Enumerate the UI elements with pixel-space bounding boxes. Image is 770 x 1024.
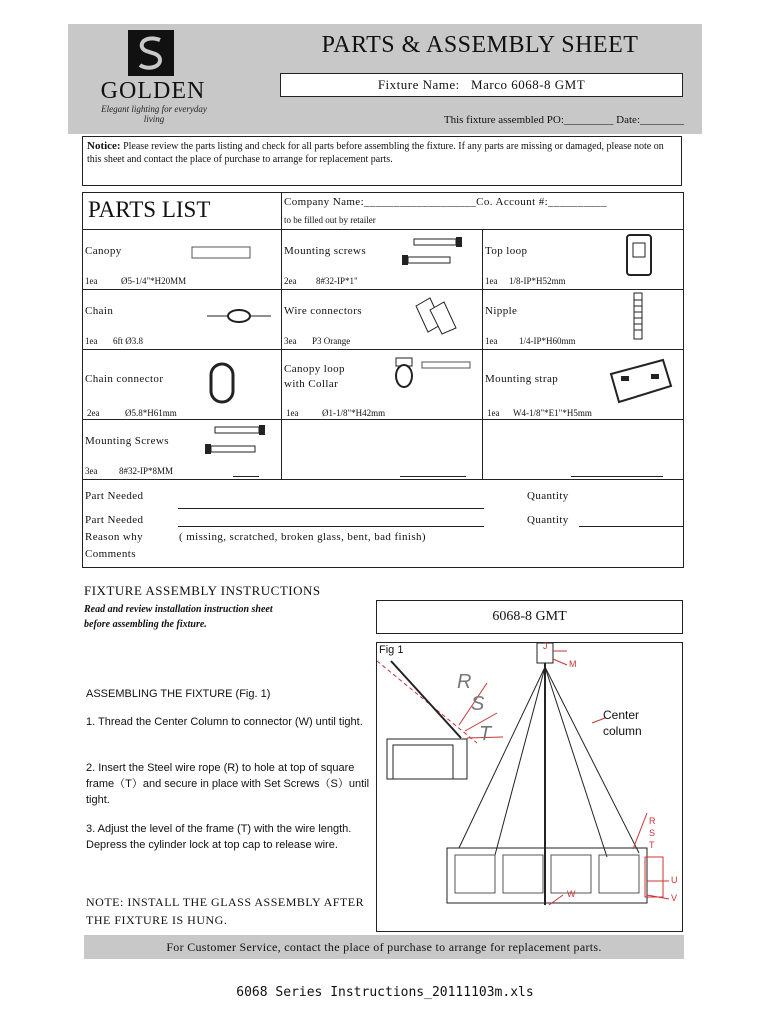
logo-tagline: Elegant lighting for everyday living <box>101 104 207 124</box>
part-name: Canopy loop <box>284 363 345 375</box>
customer-service-bar: For Customer Service, contact the place of purchase to arrange for replacement parts. <box>84 935 684 959</box>
step-1: 1. Thread the Center Column to connector (W) until tight. <box>86 716 363 728</box>
assembly-title: FIXTURE ASSEMBLY INSTRUCTIONS <box>84 583 321 598</box>
part-qty: 1ea <box>485 276 498 286</box>
notice-text: Please review the parts listing and check for all parts before assembling the fixture. If any parts are missing or damaged, please note on this sheet and contact the place of purchase to arrange for replacement parts. <box>87 141 664 165</box>
comments-label: Comments <box>85 548 136 560</box>
reason-why-label: Reason why <box>85 531 144 543</box>
part-name: Canopy <box>85 245 122 257</box>
part-cell-chain <box>82 289 282 350</box>
fig-letter-j: J <box>543 641 548 651</box>
part-qty: 3ea <box>85 466 98 476</box>
fig-letter-t: T <box>649 840 655 850</box>
part-cell-mounting-screws-2 <box>82 419 282 480</box>
part-spec: Ø5.8*H61mm <box>125 408 177 418</box>
part-spec: 1/8-IP*H52mm <box>509 276 566 286</box>
notice-label: Notice: <box>87 140 121 152</box>
part-spec: Ø5-1/4"*H20MM <box>121 276 187 286</box>
screws-icon <box>203 424 273 460</box>
part-spec: 1/4-IP*H60mm <box>519 336 576 346</box>
part-spec: 8#32-IP*1" <box>316 276 358 286</box>
part-name: Mounting Screws <box>85 435 169 447</box>
quantity-field-2[interactable] <box>579 526 683 527</box>
fixture-name: Marco 6068-8 GMT <box>471 77 586 92</box>
part-name: Mounting strap <box>485 373 559 385</box>
underline <box>400 476 466 477</box>
part-needed-label-1: Part Needed <box>85 490 144 502</box>
part-name-2: with Collar <box>284 378 339 390</box>
part-cell-empty-2 <box>482 419 684 480</box>
part-cell-nipple <box>482 289 684 350</box>
notice-box <box>82 136 682 186</box>
part-cell-canopy <box>82 229 282 290</box>
part-qty: 1ea <box>85 336 98 346</box>
part-cell-mounting-strap <box>482 349 684 420</box>
part-qty: 1ea <box>85 276 98 286</box>
reason-options: ( missing, scratched, broken glass, bent, bad finish) <box>179 531 426 543</box>
fig-letter-m: M <box>569 659 577 669</box>
read-line-2: before assembling the fixture. <box>84 619 207 630</box>
part-needed-field-2[interactable] <box>178 526 484 527</box>
part-name: Mounting screws <box>284 245 367 257</box>
top-loop-icon <box>623 233 655 279</box>
figure-box <box>376 642 683 932</box>
read-line-1: Read and review installation instruction sheet <box>84 604 273 615</box>
part-name: Top loop <box>485 245 528 257</box>
part-spec: Ø1-1/8"*H42mm <box>322 408 386 418</box>
part-cell-mounting-screws <box>281 229 483 290</box>
part-spec: 6ft Ø3.8 <box>113 336 143 346</box>
model-box: 6068-8 GMT <box>376 600 683 634</box>
part-qty: 1ea <box>487 408 500 418</box>
part-spec: P3 Orange <box>312 336 351 346</box>
part-qty: 1ea <box>485 336 498 346</box>
fixture-label: Fixture Name: <box>377 77 460 92</box>
chandelier-diagram <box>377 643 682 931</box>
step-3: 3. Adjust the level of the frame (T) with the wire length. Depress the cylinder lock at top cap to release wire. <box>86 823 352 851</box>
fig-letter-s-large: S <box>471 693 485 715</box>
chain-icon <box>207 306 271 326</box>
fig-letter-w: W <box>567 889 576 899</box>
part-cell-canopy-loop <box>281 349 483 420</box>
nipple-icon <box>631 292 645 340</box>
fig-letter-s: S <box>649 828 656 838</box>
retailer-note: to be filled out by retailer <box>284 215 376 225</box>
wire-connector-icon <box>412 296 462 336</box>
center-column-label: Center column <box>603 708 642 738</box>
part-spec: 8#32-IP*8MM <box>119 466 174 476</box>
underline <box>571 476 663 477</box>
part-name: Chain <box>85 305 114 317</box>
underline <box>233 476 259 477</box>
assembly-read-note <box>84 602 374 632</box>
part-needed-label-2: Part Needed <box>85 514 144 526</box>
page-title: PARTS & ASSEMBLY SHEET <box>321 32 639 58</box>
logo-text: GOLDEN <box>100 78 206 104</box>
part-qty: 2ea <box>284 276 297 286</box>
part-name: Wire connectors <box>284 305 362 317</box>
quantity-label-2: Quantity <box>527 514 569 526</box>
part-qty: 3ea <box>284 336 297 346</box>
quantity-label-1: Quantity <box>527 490 569 502</box>
canopy-loop-icon <box>392 356 476 396</box>
screws-icon <box>400 236 470 270</box>
company-cell <box>281 192 684 230</box>
chain-connector-icon <box>205 360 241 406</box>
parts-table <box>82 192 684 568</box>
file-name: 6068 Series Instructions_20111103m.xls <box>236 985 534 1000</box>
parts-list-title: PARTS LIST <box>88 197 211 222</box>
part-qty: 1ea <box>286 408 299 418</box>
mounting-strap-icon <box>607 356 675 408</box>
fig-letter-r-large: R <box>457 671 472 693</box>
fig-letter-r: R <box>649 816 656 826</box>
part-cell-wire-connectors <box>281 289 483 350</box>
assembly-heading: ASSEMBLING THE FIXTURE (Fig. 1) <box>86 688 271 700</box>
part-cell-top-loop <box>482 229 684 290</box>
part-needed-field-1[interactable] <box>178 508 484 509</box>
step-2: 2. Insert the Steel wire rope (R) to hole at top of square frame（T）and secure in place with Set Screws（S）until tight. <box>86 762 370 806</box>
part-cell-chain-connector <box>82 349 282 420</box>
part-cell-empty-1 <box>281 419 483 480</box>
install-note: NOTE: INSTALL THE GLASS ASSEMBLY AFTER THE FIXTURE IS HUNG. <box>86 895 365 927</box>
fig-letter-u: U <box>671 875 678 885</box>
canopy-icon <box>191 246 251 260</box>
company-line: Company Name:___________________Co. Account #:__________ <box>284 196 608 208</box>
part-name: Nipple <box>485 305 518 317</box>
logo-s-icon <box>128 30 174 76</box>
logo-mark <box>128 30 174 76</box>
fixture-name-box <box>280 73 683 97</box>
fig-letter-v: V <box>671 893 678 903</box>
parts-title-cell <box>82 192 282 230</box>
po-date-line: This fixture assembled PO:_________ Date:________ <box>443 114 684 126</box>
fig-letter-t-large: T <box>479 723 492 745</box>
fig-label: Fig 1 <box>379 644 404 656</box>
part-name: Chain connector <box>85 373 164 385</box>
part-needed-section <box>82 479 684 568</box>
part-spec: W4-1/8"*E1"*H5mm <box>513 408 592 418</box>
part-qty: 2ea <box>87 408 100 418</box>
